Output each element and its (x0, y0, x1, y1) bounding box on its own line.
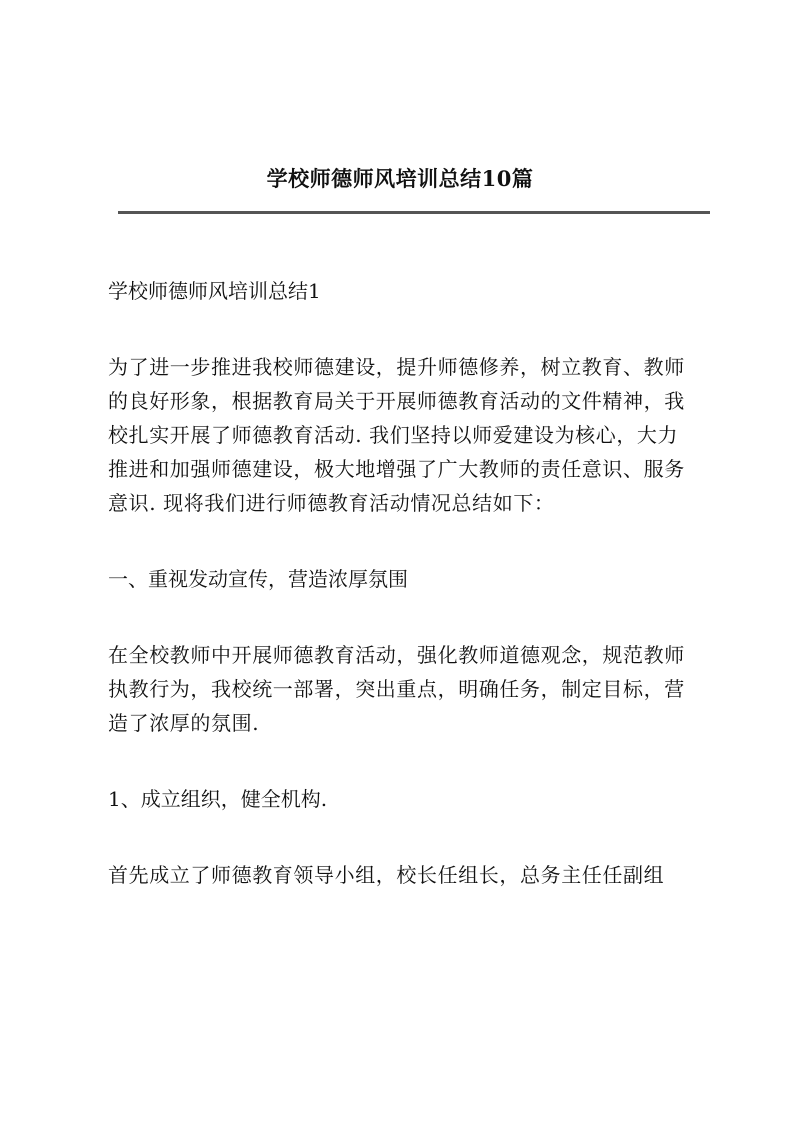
paragraph-two (108, 858, 708, 892)
heading-one: 一、重视发动宣传，营造浓厚氛围 (108, 567, 408, 591)
paragraph-line: 执教行为，我校统一部署，突出重点，明确任务，制定目标，营 (108, 677, 685, 701)
intro-line: 为了进一步推进我校师德建设，提升师德修养，树立教育、教师 (108, 355, 685, 379)
paragraph-line: 造了浓厚的氛围. (108, 711, 260, 735)
document-title: 学校师德师风培训总结10篇 (266, 166, 534, 191)
intro-line: 校扎实开展了师德教育活动. 我们坚持以师爱建设为核心，大力 (108, 423, 679, 447)
paragraph-one (108, 638, 708, 740)
document-body (108, 274, 708, 892)
intro-paragraph (108, 350, 708, 520)
intro-line: 推进和加强师德建设，极大地增强了广大教师的责任意识、服务 (108, 457, 685, 481)
section-title: 学校师德师风培训总结1 (108, 279, 321, 303)
title-underline-rule (118, 211, 710, 214)
paragraph-line: 首先成立了师德教育领导小组，校长任组长，总务主任任副组 (108, 863, 665, 887)
heading-one-one: 1、成立组织，健全机构. (108, 787, 328, 811)
paragraph-line: 在全校教师中开展师德教育活动，强化教师道德观念，规范教师 (108, 643, 685, 667)
intro-line: 的良好形象，根据教育局关于开展师德教育活动的文件精神，我 (108, 389, 685, 413)
intro-line: 意识. 现将我们进行师德教育活动情况总结如下： (108, 491, 555, 515)
